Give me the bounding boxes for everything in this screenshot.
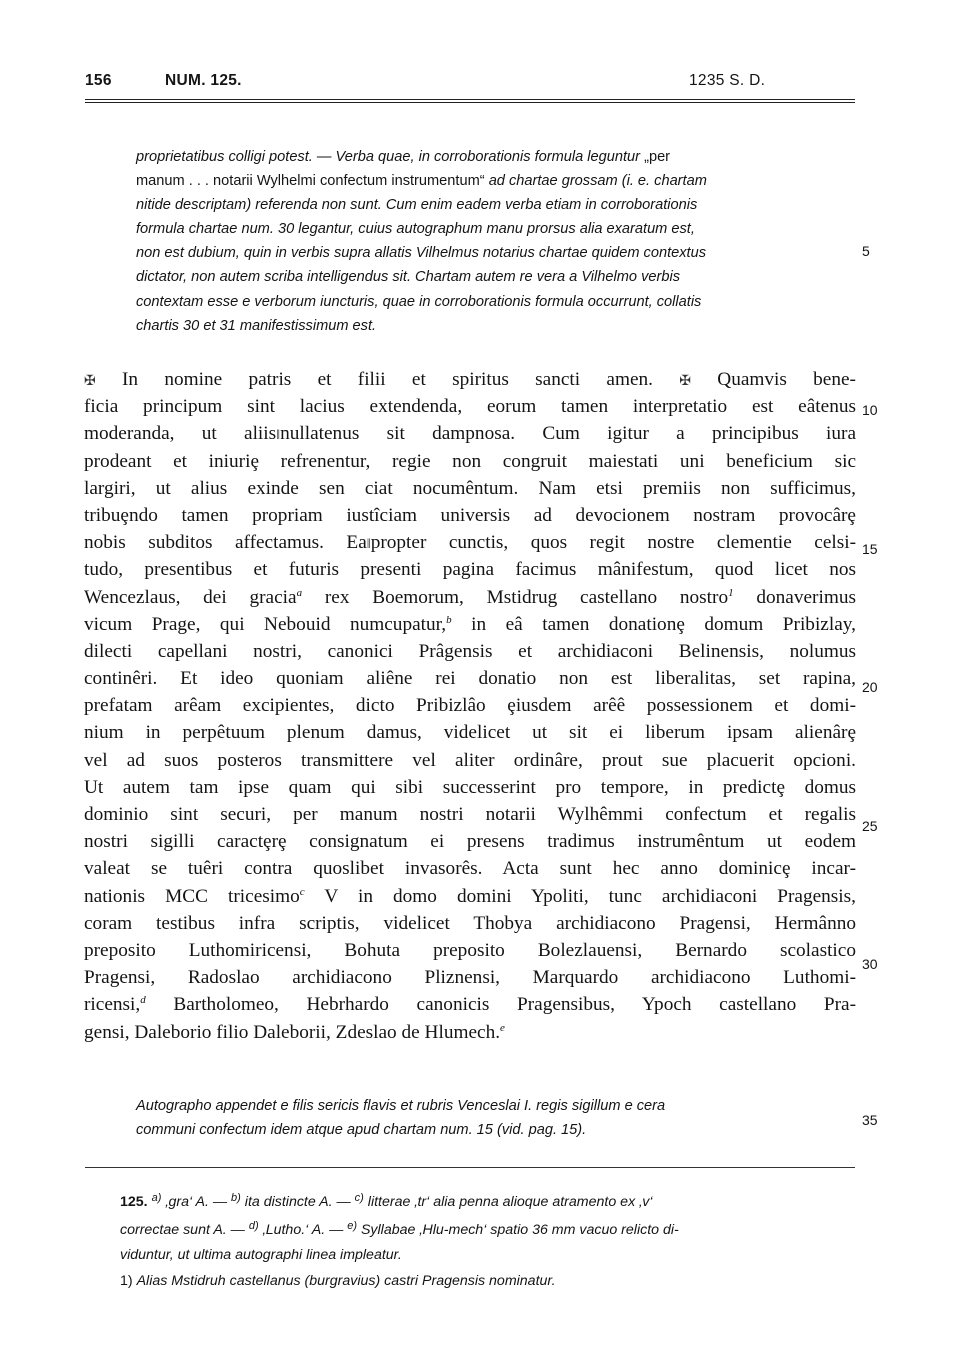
charter-line: valeat se tuêri contra quoslibet invasorês. Acta sunt hec anno dominicȩ incar-: [84, 858, 856, 880]
charter-line: ricensi,$^d$ Bartholomeo, Hebrhardo canonicis Pragensibus, Ypoch castellano Pra-: [84, 994, 856, 1016]
page-number: 156: [85, 72, 112, 89]
line-number: 20: [862, 679, 878, 695]
intro-line: contextam esse e verborum iuncturis, quae in corroborationis formula occurrunt, collatis: [136, 293, 702, 310]
charter-line: tribuȩndo tamen propriam iustîciam universis ad devocionem nostram provocârȩ: [84, 504, 856, 526]
charter-line: vicum Prage, qui Nebouid numcupatur,$^b$ in eâ tamen donationȩ domum Pribizlay,: [84, 613, 856, 635]
charter-line: continêri. Et ideo quoniam aliêne rei donatio non est liberalitas, set rapina,: [84, 668, 856, 690]
charter-line: nostri sigilli caractȩrȩ consignatum ei presens tradimus instrumêntum ut eodem: [84, 831, 856, 853]
header-rule: [85, 99, 855, 100]
explanatory-footnote: 1) Alias Mstidruh castellanus (burgravius) castri Pragensis nominatur.: [120, 1272, 556, 1289]
line-number: 25: [862, 818, 878, 834]
note-ref: b: [446, 613, 452, 626]
footnotes: 125. $^{a)}$ ‚gra‘ A. — $^{b)}$ ita distincte A. — $^{c)}$ litterae ‚tr‘ alia penna alioque atramento ex ‚v‘ correctae sunt A. — $^{d)}$ ‚Lutho.‘ A. — $^{e)}$ Syllabae ‚Hlu-mech‘ spatio 36 mm vacuo relicto di- viduntur, ut ultima autographi linea impleatur. 1) Alias Mstidruh castellanus (burgravius) castri Pragensis nominatur.: [120, 1186, 858, 1293]
charter-line: prodeant et iniuriȩ refrenentur, regie non congruit maiestati uni beneficium sic: [84, 450, 856, 472]
intro-line: manum . . . notarii Wylhelmi confectum instrumentum“ ad chartae grossam (i. e. chartam: [136, 173, 707, 190]
cross-mark: ✠: [679, 374, 691, 389]
line-number: 30: [862, 956, 878, 972]
charter-line: largiri, ut alius exinde sen ciat nocumêntum. Nam etsi premiis non sufficimus,: [84, 477, 856, 499]
charter-line: tudo, presentibus et futuris presenti pagina facimus mânifestum, quod licet nos: [84, 559, 856, 581]
charter-line: dominio sint securi, per manum nostri notarii Wylhêmmi confectum et regalis: [84, 804, 856, 825]
document-number: NUM. 125.: [165, 72, 242, 89]
charter-line: moderanda, ut aliis‖nullatenus sit dampnosa. Cum igitur a principibus iura: [84, 423, 857, 445]
charter-line: nobis subditos affectamus. Ea‖propter cunctis, quos regit nostre clementie celsi-: [84, 532, 857, 554]
charter-line: Pragensi, Radoslao archidiacono Pliznensi, Marquardo archidiacono Luthomi-: [84, 967, 856, 989]
note-ref: 1: [728, 586, 734, 599]
charter-line: ficia principum sint lacius extendenda, eorum tamen interpretatio est eâtenus: [84, 396, 856, 418]
running-header: [85, 72, 855, 96]
intro-line: formula chartae num. 30 legantur, cuius autographum manu prorsus alia exaratum est,: [136, 221, 695, 238]
charter-line: nium in perpêtuum plenum damus, videlicet ut sit ei liberum ipsam alienârȩ: [84, 722, 856, 744]
editorial-introduction: [136, 145, 856, 338]
note-ref: d: [140, 994, 146, 1007]
intro-line: chartis 30 et 31 manifestissimum est.: [136, 317, 377, 334]
charter-line: gensi, Daleborio filio Daleborii, Zdeslao de Hlumech.$^e$: [84, 1021, 505, 1043]
header-rule-double: [85, 102, 855, 103]
note-ref: e: [500, 1021, 505, 1034]
seal-description: Autographo appendet e filis sericis flavis et rubris Venceslai I. regis sigillum e cera communi confectum idem atque apud chartam num. 15 (vid. pag. 15).: [136, 1098, 666, 1138]
intro-line: nitide descriptam) referenda non sunt. Cum enim eadem verba etiam in corroborationis: [136, 197, 698, 214]
footnote-rule: [85, 1167, 855, 1168]
charter-line: preposito Luthomiricensi, Bohuta preposito Bolezlauensi, Bernardo scolastico: [84, 939, 856, 961]
charter-line: ✠ In nomine patris et filii et spiritus sancti amen. ✠ Quamvis bene-: [84, 369, 856, 390]
line-number: 15: [862, 541, 878, 557]
charter-line: prefatam arêam excipientes, dicto Pribizlâo ȩiusdem arêê possessionem et domi-: [84, 695, 856, 717]
line-number: 5: [862, 243, 870, 259]
intro-line: non est dubium, quin in verbis supra allatis Vilhelmus notarius chartae quidem contextus: [136, 245, 707, 262]
charter-line: Ut autem tam ipse quam qui sibi successerint pro tempore, in predictȩ domus: [84, 776, 856, 798]
footnote-number: 125.: [120, 1194, 148, 1210]
note-ref: a: [296, 586, 303, 599]
charter-line: Wencezlaus, dei gracia$^a$ rex Boemorum, Mstidrug castellano nostro$^1$ donaverimus: [84, 586, 856, 608]
intro-line: proprietatibus colligi potest. — Verba quae, in corroborationis formula leguntur „per: [136, 149, 671, 165]
intro-line: dictator, non autem scriba intelligendus sit. Chartam autem re vera a Vilhelmo verbis: [136, 269, 681, 286]
charter-line: vel ad suos posteros transmittere vel aliter ordinâre, prout sue placuerit opcioni.: [84, 749, 856, 771]
document-year: 1235 S. D.: [689, 72, 766, 89]
cross-mark: ✠: [84, 374, 96, 389]
note-ref: c: [299, 885, 305, 898]
line-number: 10: [862, 402, 878, 418]
charter-line: nationis MCC tricesimo$^c$ V in domo domini Ypoliti, tunc archidiaconi Pragensis,: [84, 885, 856, 907]
charter-line: coram testibus infra scriptis, videlicet Thobya archidiacono Pragensi, Hermânno: [84, 912, 856, 934]
charter-text: [84, 366, 856, 1046]
charter-line: dilecti capellani nostri, canonici Prâgensis et archidiaconi Belinensis, nolumus: [84, 640, 856, 662]
line-number: 35: [862, 1112, 878, 1128]
critical-apparatus: 125. $^{a)}$ ‚gra‘ A. — $^{b)}$ ita distincte A. — $^{c)}$ litterae ‚tr‘ alia penna alioque atramento ex ‚v‘: [120, 1192, 653, 1210]
